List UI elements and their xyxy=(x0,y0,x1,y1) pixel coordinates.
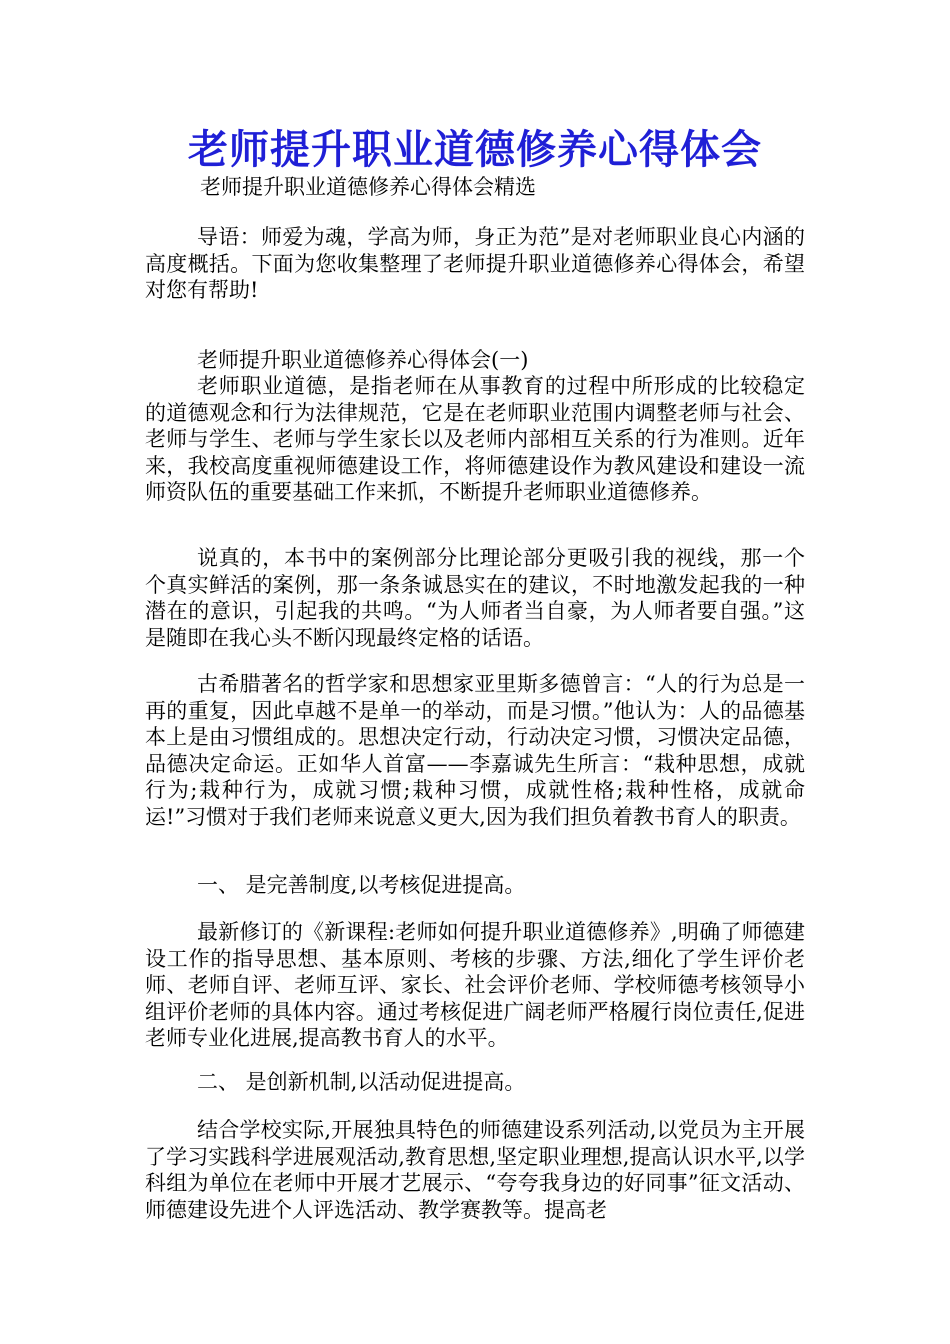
body-paragraph: 古希腊著名的哲学家和思想家亚里斯多德曾言：“人的行为总是一再的重复，因此卓越不是单一的举动，而是习惯。”他认为：人的品德基本上是由习惯组成的。思想决定行动，行动决定习惯，习惯决定品德，品德决定命运。正如华人首富——李嘉诚先生所言：“栽种思想，成就行为;栽种行为，成就习惯;栽种习惯，成就性格;栽种性格，成就命运!”习惯对于我们老师来说意义更大,因为我们担负着教书育人的职责。 xyxy=(145,672,805,829)
document-title: 老师提升职业道德修养心得体会 xyxy=(188,126,762,173)
section-heading-1: 老师提升职业道德修养心得体会(一) xyxy=(197,348,529,372)
body-paragraph: 结合学校实际,开展独具特色的师德建设系列活动,以党员为主开展了学习实践科学进展观活动,教育思想,坚定职业理想,提高认识水平,以学科组为单位在老师中开展才艺展示、“夸夸我身边的好同事”征文活动、师德建设先进个人评选活动、教学赛教等。提高老 xyxy=(145,1118,805,1222)
document-subtitle: 老师提升职业道德修养心得体会精选 xyxy=(200,175,536,199)
body-paragraph: 最新修订的《新课程:老师如何提升职业道德修养》,明确了师德建设工作的指导思想、基本原则、考核的步骤、方法,细化了学生评价老师、老师自评、老师互评、家长、社会评价老师、学校师德考核领导小组评价老师的具体内容。通过考核促进广阔老师严格履行岗位责任,促进老师专业化进展,提高教书育人的水平。 xyxy=(145,920,805,1050)
body-paragraph: 说真的，本书中的案例部分比理论部分更吸引我的视线，那一个个真实鲜活的案例，那一条条诚恳实在的建议，不时地激发起我的一种潜在的意识，引起我的共鸣。“为人师者当自豪，为人师者要自强。”这是随即在我心头不断闪现最终定格的话语。 xyxy=(145,546,805,650)
intro-paragraph: 导语：师爱为魂，学高为师，身正为范”是对老师职业良心内涵的高度概括。下面为您收集整理了老师提升职业道德修养心得体会，希望对您有帮助! xyxy=(145,225,805,302)
list-heading-1: 一、 是完善制度,以考核促进提高。 xyxy=(197,873,526,897)
body-paragraph: 老师职业道德，是指老师在从事教育的过程中所形成的比较稳定的道德观念和行为法律规范，它是在老师职业范围内调整老师与社会、老师与学生、老师与学生家长以及老师内部相互关系的行为准则。近年来，我校高度重视师德建设工作，将师德建设作为教风建设和建设一流师资队伍的重要基础工作来抓，不断提升老师职业道德修养。 xyxy=(145,374,805,504)
list-heading-2: 二、 是创新机制,以活动促进提高。 xyxy=(197,1070,526,1094)
